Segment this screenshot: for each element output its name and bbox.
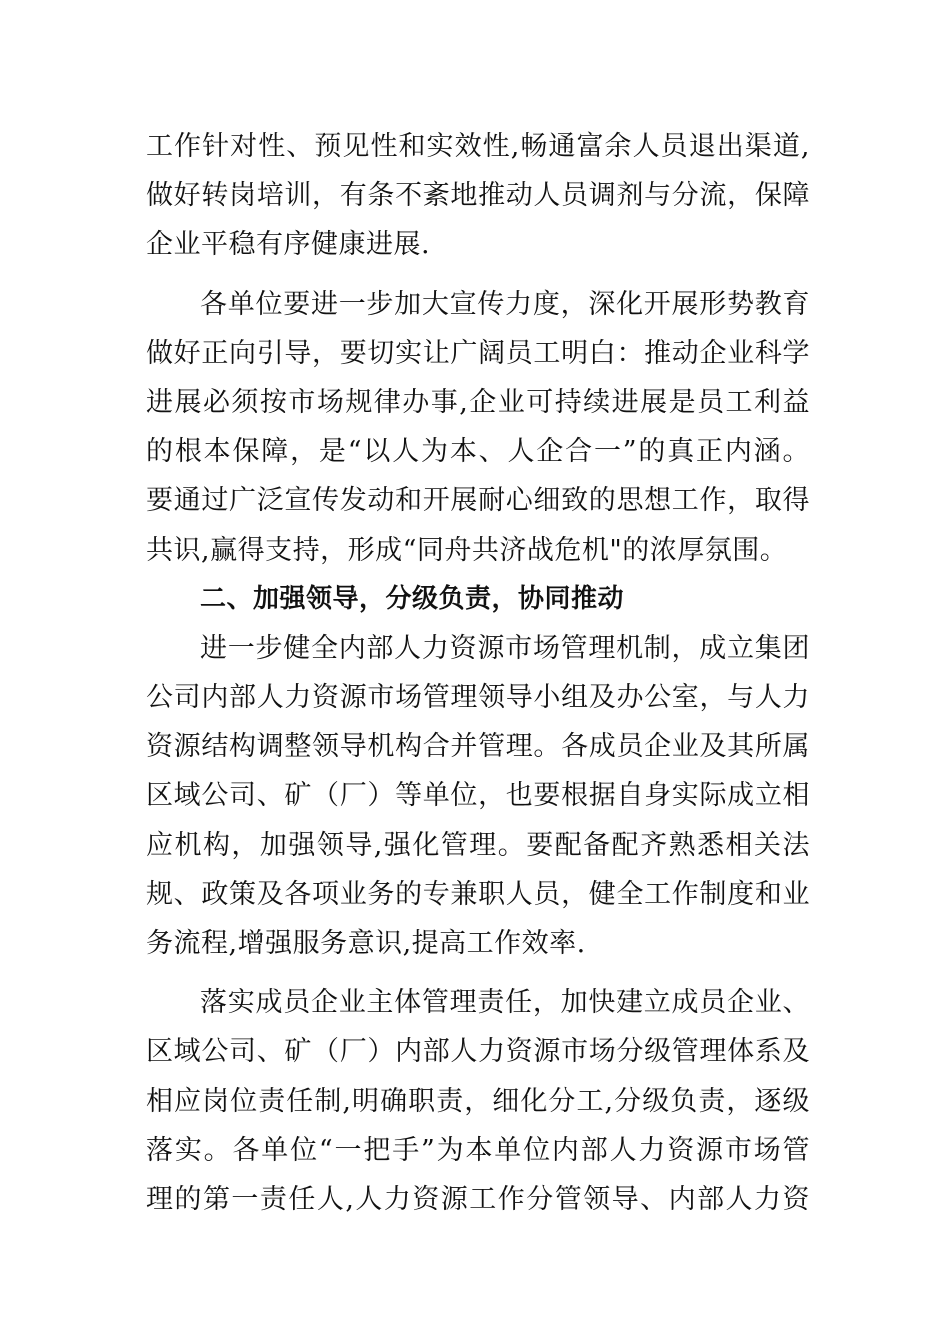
paragraph-line: 资源结构调整领导机构合并管理。各成员企业及其所属 — [146, 731, 810, 763]
paragraph-line: 理的第一责任人,人力资源工作分管领导、内部人力资 — [146, 1183, 810, 1215]
section-heading: 二、加强领导，分级负责，协同推动 — [200, 583, 625, 614]
paragraph-line: 进一步健全内部人力资源市场管理机制，成立集团 — [200, 632, 810, 664]
paragraph-line: 共识,赢得支持，形成“同舟共济战危机"的浓厚氛围。 — [146, 534, 788, 566]
document-body — [146, 122, 810, 1224]
paragraph-line: 区域公司、矿（厂）内部人力资源市场分级管理体系及 — [146, 1036, 810, 1068]
paragraph-line: 各单位要进一步加大宣传力度，深化开展形势教育 — [200, 288, 810, 320]
paragraph-3 — [146, 624, 810, 968]
paragraph-line: 落实。各单位“一把手”为本单位内部人力资源市场管 — [146, 1134, 810, 1166]
paragraph-line: 公司内部人力资源市场管理领导小组及办公室，与人力 — [146, 682, 810, 714]
paragraph-line: 落实成员企业主体管理责任，加快建立成员企业、 — [200, 987, 810, 1019]
paragraph-2 — [146, 280, 810, 575]
paragraph-line: 进展必须按市场规律办事,企业可持续进展是员工利益 — [146, 386, 810, 418]
paragraph-line: 务流程,增强服务意识,提高工作效率. — [146, 928, 586, 959]
paragraph-line: 相应岗位责任制,明确职责，细化分工,分级负责，逐级 — [146, 1085, 810, 1117]
paragraph-line: 要通过广泛宣传发动和开展耐心细致的思想工作，取得 — [146, 485, 810, 517]
paragraph-line: 做好正向引导，要切实让广阔员工明白：推动企业科学 — [146, 337, 810, 369]
paragraph-1 — [146, 122, 810, 270]
paragraph-line: 的根本保障，是“以人为本、人企合一”的真正内涵。 — [146, 436, 810, 468]
paragraph-line: 企业平稳有序健康进展. — [146, 229, 431, 261]
paragraph-line: 应机构，加强领导,强化管理。要配备配齐熟悉相关法 — [146, 829, 810, 861]
paragraph-line: 做好转岗培训，有条不紊地推动人员调剂与分流，保障 — [146, 180, 810, 212]
paragraph-line: 规、政策及各项业务的专兼职人员，健全工作制度和业 — [146, 878, 810, 910]
paragraph-line: 区域公司、矿（厂）等单位，也要根据自身实际成立相 — [146, 780, 810, 812]
paragraph-line: 工作针对性、预见性和实效性,畅通富余人员退出渠道, — [146, 131, 810, 162]
paragraph-4 — [146, 978, 810, 1224]
